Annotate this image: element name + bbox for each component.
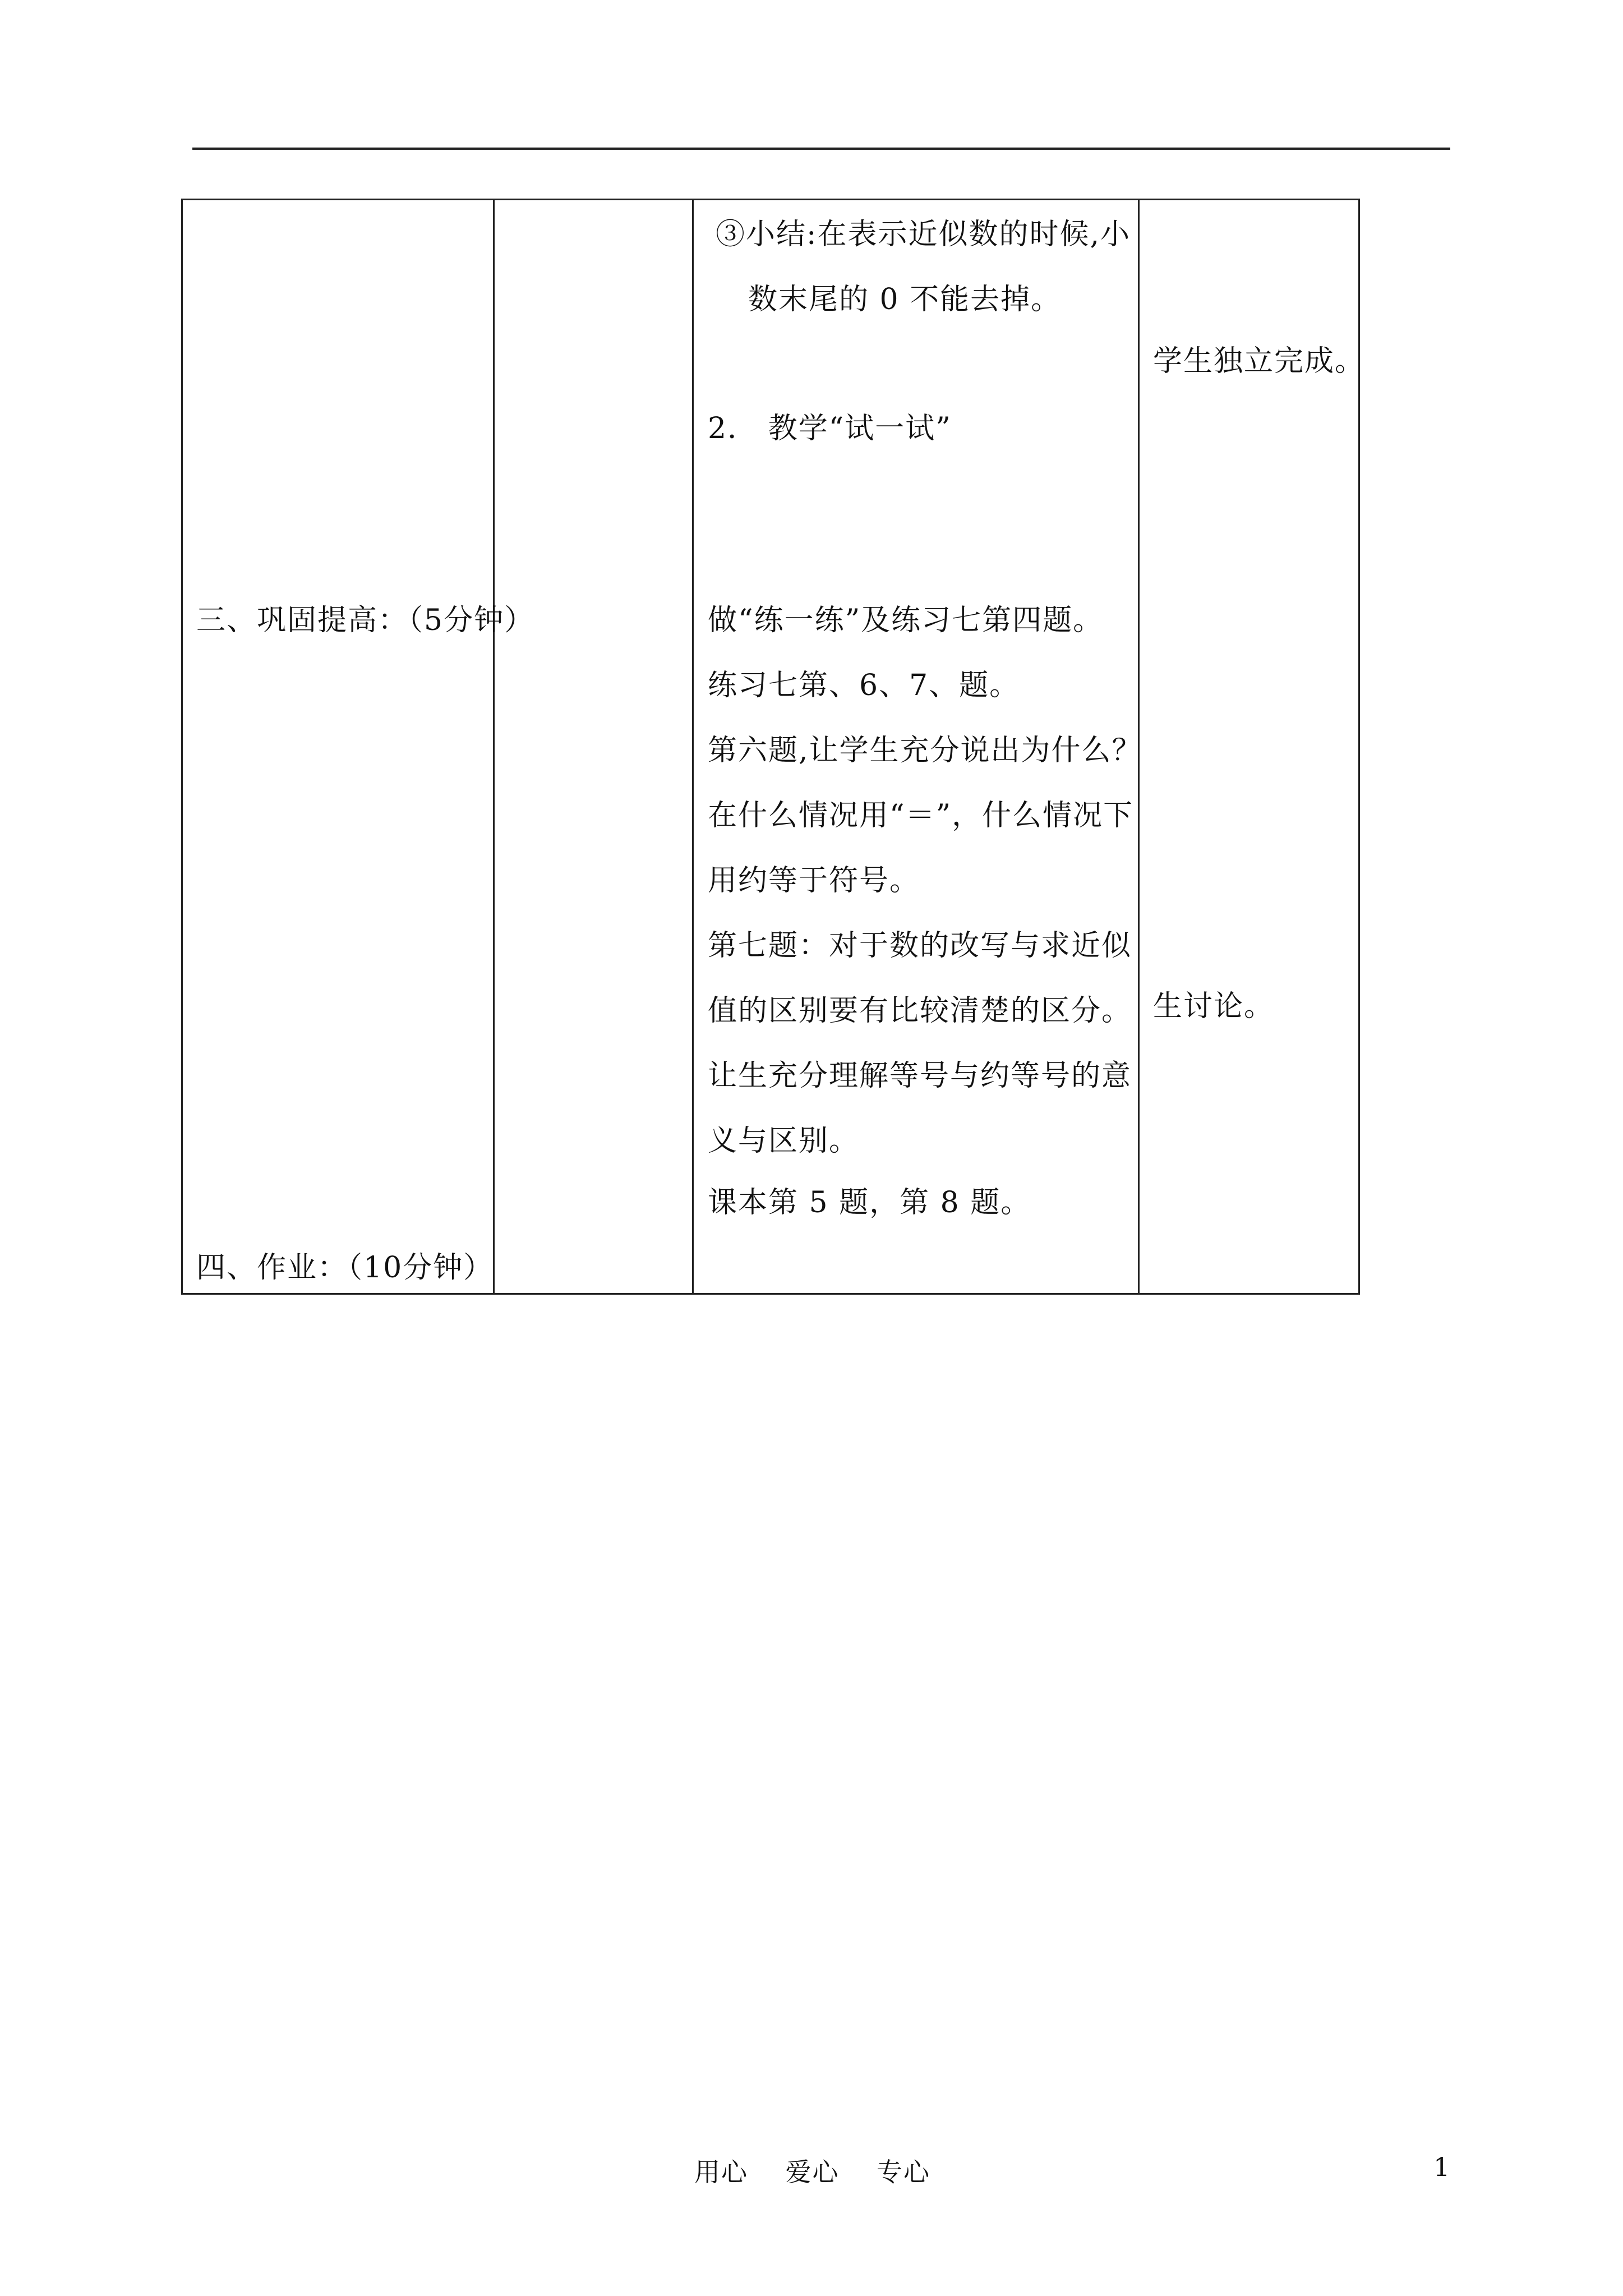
- header-rule: [192, 148, 1450, 150]
- content-line: 义与区别。: [708, 1124, 860, 1158]
- stage-homework: 四、作业：（10分钟）: [196, 1251, 494, 1285]
- content-line: 值的区别要有比较清楚的区分。: [708, 994, 1132, 1028]
- footer-motto: 用心 爱心 专心: [694, 2157, 930, 2187]
- content-line: 在什么情况用“＝”，什么情况下: [708, 799, 1134, 832]
- stage-consolidate: 三、巩固提高：（5分钟）: [196, 604, 535, 637]
- content-line: 2． 教学“试一试”: [708, 412, 952, 445]
- content-line: 第六题,让学生充分说出为什么？: [708, 734, 1142, 767]
- column-divider: [692, 200, 694, 1293]
- content-line: 课本第 5 题，第 8 题。: [708, 1186, 1031, 1220]
- student-note: 学生独立完成。: [1153, 344, 1366, 378]
- column-divider: [493, 200, 495, 1293]
- student-note: 生讨论。: [1153, 990, 1275, 1023]
- content-line: 第七题：对于数的改写与求近似: [708, 929, 1132, 963]
- content-line: 练习七第、6、7、题。: [708, 669, 1020, 702]
- content-line: ③小结:在表示近似数的时候,小: [716, 218, 1131, 251]
- page-number: 1: [1433, 2152, 1450, 2182]
- content-line: 做“练一练”及练习七第四题。: [708, 604, 1104, 637]
- content-line: 用约等于符号。: [708, 864, 920, 898]
- content-line: 数末尾的 0 不能去掉。: [748, 283, 1062, 316]
- content-line: 让生充分理解等号与约等号的意: [708, 1059, 1132, 1093]
